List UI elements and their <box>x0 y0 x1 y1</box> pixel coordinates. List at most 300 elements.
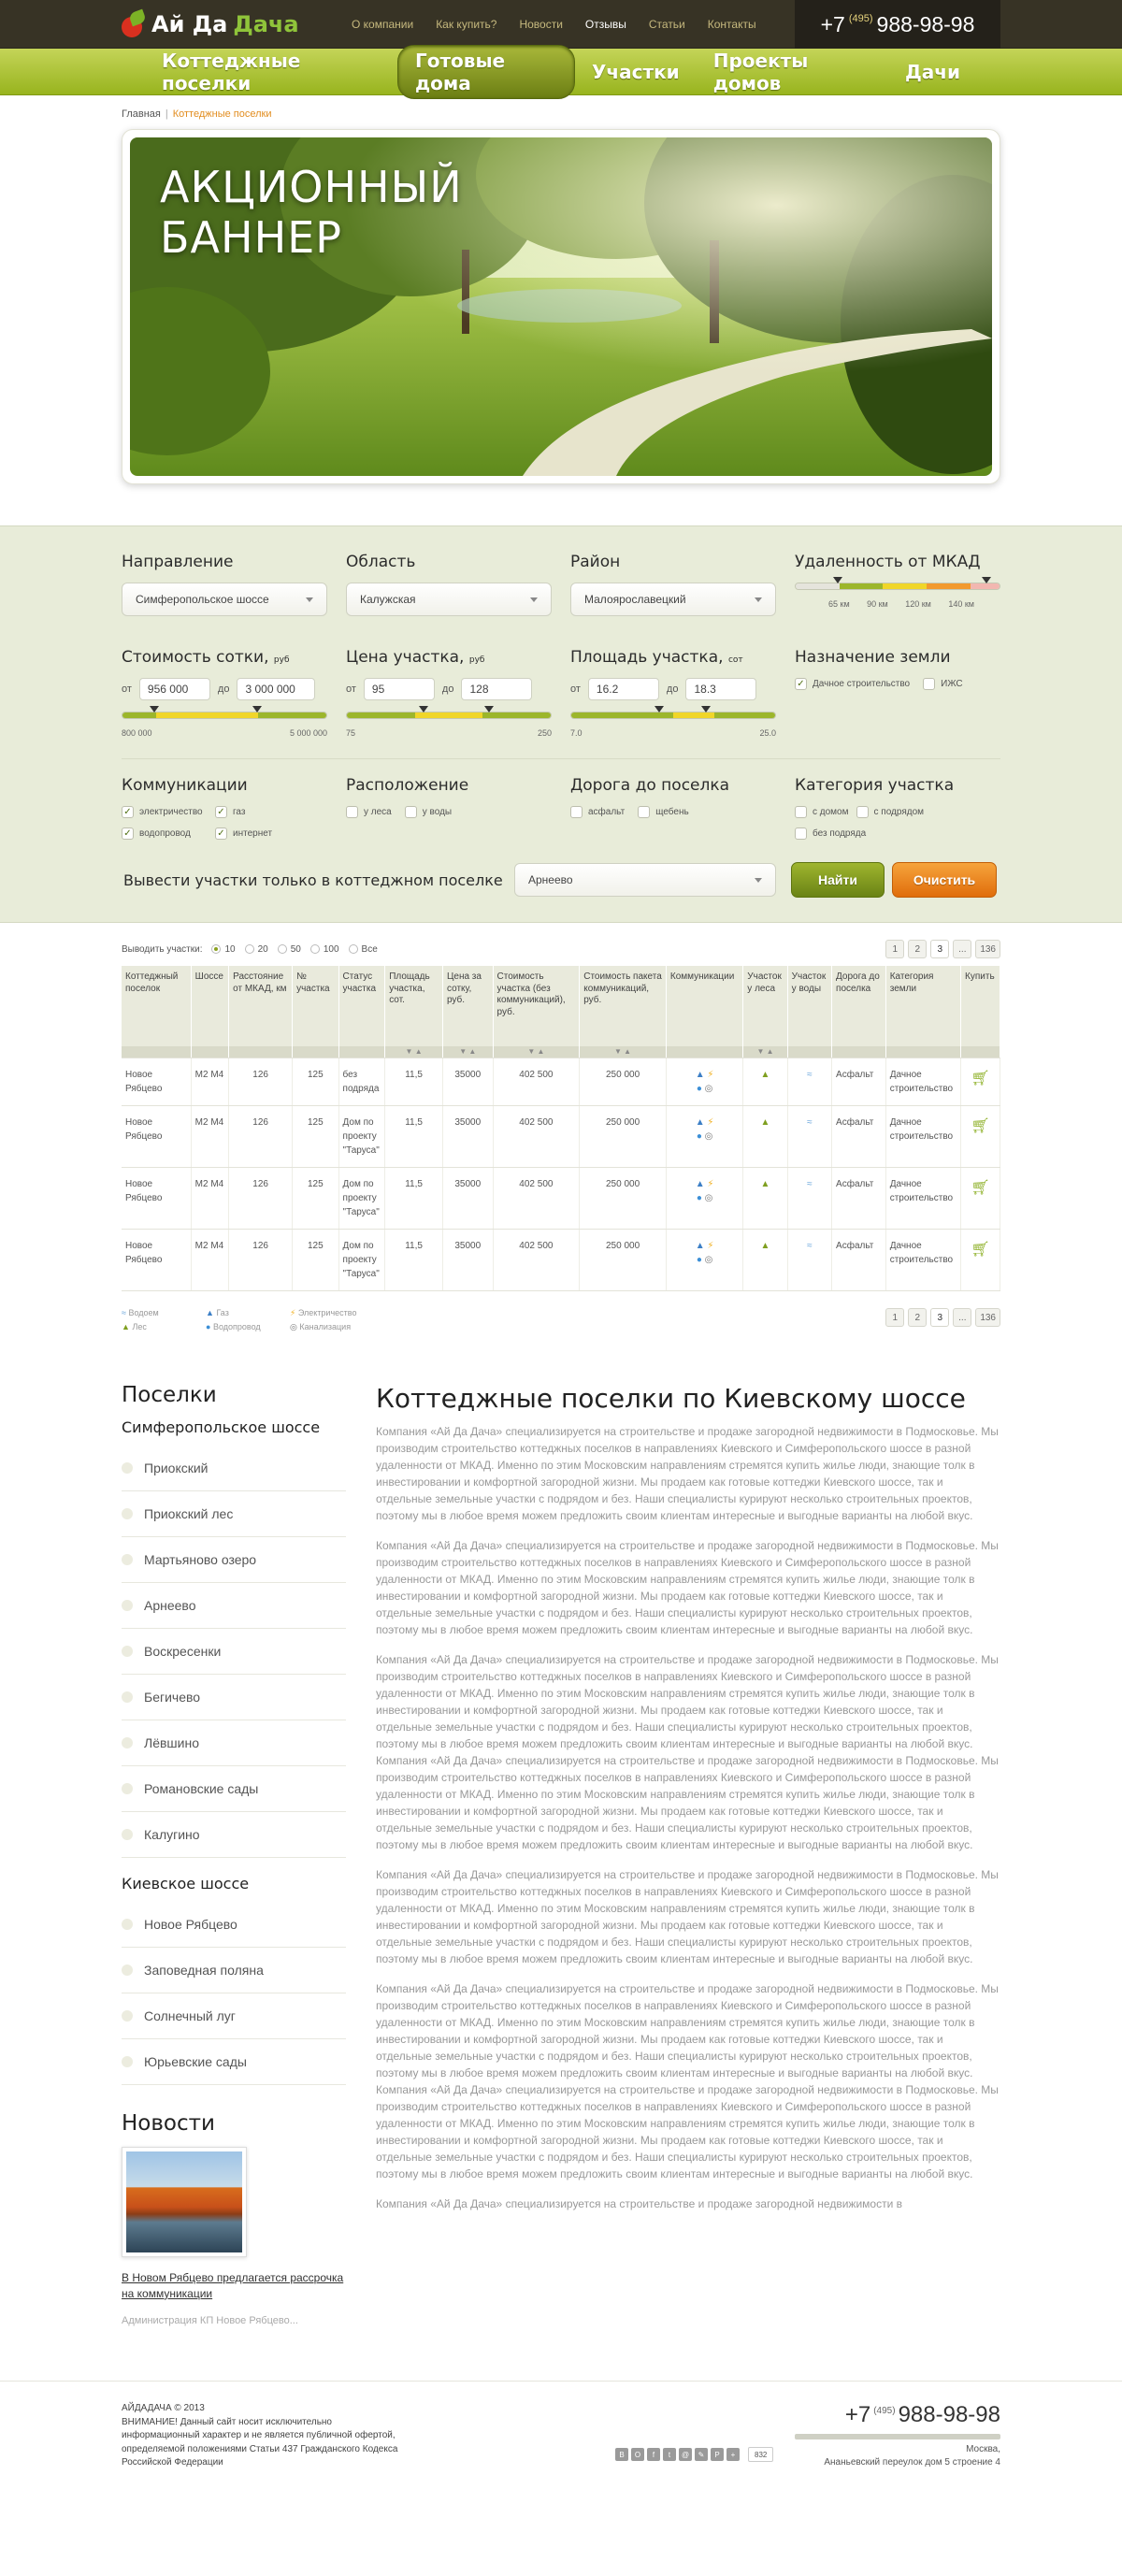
news-title: Новости <box>122 2111 215 2136</box>
twitter-icon[interactable]: t <box>663 2448 676 2461</box>
col-forest[interactable]: Участок у леса <box>743 966 787 1046</box>
footer-city: Москва, <box>966 2444 1000 2455</box>
header-phone <box>795 0 1000 49</box>
cell-area: 11,5 <box>385 1106 443 1168</box>
footer-divider <box>795 2434 1000 2439</box>
autumn-forest-image <box>126 2151 242 2252</box>
page-2[interactable]: 2 <box>908 940 927 958</box>
radio-icon <box>245 944 254 954</box>
category-no-contract-checkbox[interactable] <box>795 827 866 840</box>
table-row[interactable] <box>122 1168 1000 1230</box>
legend-forest-label: Лес <box>132 1322 147 1331</box>
livejournal-icon[interactable]: ✎ <box>695 2448 708 2461</box>
water-drop-icon: ● <box>696 1193 702 1203</box>
bullet-icon <box>122 2010 133 2022</box>
sidebar-village-label: Заповедная поляна <box>144 1963 264 1978</box>
road-label: Дорога до поселка <box>570 776 730 795</box>
logo-text-1: Ай Да <box>151 11 228 37</box>
sort-arrows-icon[interactable]: ▼ ▲ <box>442 1046 493 1058</box>
footer-contacts <box>795 2402 1000 2470</box>
location-water-label: у воды <box>422 807 453 817</box>
cell-highway: М2 М4 <box>191 1230 228 1291</box>
cell-comm-price: 250 000 <box>580 1106 667 1168</box>
plot-area-max: 25.0 <box>759 728 776 738</box>
sidebar-village-label: Арнеево <box>144 1598 196 1613</box>
show-10-radio[interactable] <box>211 944 235 955</box>
cell-area: 11,5 <box>385 1230 443 1291</box>
distance-slider[interactable] <box>795 583 1000 596</box>
sidebar-village-item[interactable] <box>122 1812 346 1858</box>
sotka-from-label: от <box>122 684 132 695</box>
footer-address: Ананьевский переулок дом 5 строение 4 <box>824 2457 1000 2468</box>
water-drop-icon: ● <box>696 1084 702 1094</box>
road-asphalt-checkbox[interactable] <box>570 806 625 818</box>
checkbox-icon <box>638 806 650 818</box>
distance-handle-max[interactable] <box>982 577 991 583</box>
col-area[interactable]: Площадь участка, сот. <box>385 966 443 1046</box>
sotka-handle-max[interactable] <box>252 706 262 712</box>
sidebar-group-2-title: Киевское шоссе <box>122 1875 250 1892</box>
show-50-radio[interactable] <box>278 944 301 955</box>
district-value: Малоярославецкий <box>584 593 686 606</box>
distance-handle-min[interactable] <box>833 577 842 583</box>
top-nav-how-to-buy[interactable]: Как купить? <box>436 18 497 31</box>
facebook-icon[interactable]: f <box>647 2448 660 2461</box>
sidebar-village-item[interactable] <box>122 1766 346 1812</box>
breadcrumb <box>122 95 1000 129</box>
news-image[interactable] <box>122 2147 247 2257</box>
col-category[interactable]: Категория земли <box>885 966 960 1046</box>
plot-price-max: 250 <box>537 728 552 738</box>
gas-icon: ▲ <box>206 1308 214 1317</box>
plot-area-slider[interactable] <box>570 712 776 725</box>
cart-icon[interactable]: 🛒︎ <box>971 1118 990 1134</box>
gas-icon: ▲ <box>695 1241 705 1251</box>
top-nav-news[interactable]: Новости <box>519 18 563 31</box>
checkbox-icon <box>570 806 583 818</box>
col-status[interactable]: Статус участка <box>338 966 385 1046</box>
checkbox-checked-icon: ✓ <box>215 827 227 840</box>
gas-icon: ▲ <box>695 1179 705 1189</box>
legend-water-supply-label: Водопровод <box>212 1322 261 1331</box>
direction-select[interactable] <box>122 583 327 616</box>
water-drop-icon: ● <box>696 1255 702 1265</box>
category-contract-label: с подрядом <box>873 807 925 817</box>
plot-price-label: Цена участка, <box>346 648 465 667</box>
cell-village: Новое Рябцево <box>122 1058 191 1106</box>
comm-electricity-checkbox[interactable] <box>122 806 215 818</box>
find-button[interactable]: Найти <box>791 862 885 898</box>
top-bar <box>0 0 1122 49</box>
checkbox-checked-icon: ✓ <box>795 678 807 690</box>
sidebar-village-label: Солнечный луг <box>144 2008 236 2023</box>
sidebar-village-item[interactable] <box>122 1491 346 1537</box>
purpose-izhs-checkbox[interactable] <box>923 678 963 690</box>
sotka-price-slider[interactable] <box>122 712 327 725</box>
cell-area: 11,5 <box>385 1168 443 1230</box>
lightning-icon: ⚡ <box>707 1117 714 1128</box>
chevron-down-icon <box>306 597 313 602</box>
col-highway[interactable]: Шоссе <box>191 966 228 1046</box>
cell-highway: М2 М4 <box>191 1106 228 1168</box>
bullet-icon <box>122 1554 133 1565</box>
plot-price-slider[interactable] <box>346 712 552 725</box>
village-only-label: Вывести участки только в коттеджном поселке <box>123 871 503 889</box>
cell-distance: 126 <box>229 1106 293 1168</box>
article-paragraph-1: Компания «Ай Да Дача» специализируется на строительстве и продаже загородной недвижимости в Подмосковье. Мы производим строительство коттеджных поселков в направлениях Киевского и Симферопольского шоссе в разной удаленности от МКАД. Именно по этим Московским направлениям стремятся купить жилье люди, знающие толк в инвестировании и комфортной загородной жизни. Мы продаем как готовые коттеджи Киевского шоссе, так и отдельные земельные участки с подрядом и без. Наши специалисты курируют несколько строительных проектов, поэтому мы в любое время можем предложить своим клиентам интересные и выгодные варианты на любой вкус. <box>376 1425 999 1522</box>
cell-road: Асфальт <box>832 1058 886 1106</box>
sidebar-village-item[interactable] <box>122 2039 346 2085</box>
cell-category: Дачное строительство <box>885 1106 960 1168</box>
category-house-label: с домом <box>813 807 849 817</box>
show-count-label: Выводить участки: <box>122 943 203 955</box>
distance-track <box>795 583 1000 590</box>
comm-water-checkbox[interactable] <box>122 827 215 840</box>
legend-pond-label: Водоем <box>128 1308 159 1317</box>
chevron-down-icon <box>755 878 762 883</box>
checkbox-checked-icon: ✓ <box>122 827 134 840</box>
table-row[interactable] <box>122 1106 1000 1168</box>
region-select[interactable] <box>346 583 552 616</box>
breadcrumb-separator: | <box>165 108 168 120</box>
col-number[interactable]: № участка <box>293 966 338 1046</box>
cart-icon[interactable]: 🛒︎ <box>971 1071 990 1087</box>
cell-forest <box>743 1168 787 1230</box>
sidebar-village-label: Калугино <box>144 1827 200 1842</box>
tree-icon: ▲ <box>122 1322 130 1331</box>
show-all-radio[interactable] <box>349 944 378 955</box>
results-toolbar <box>122 940 1000 958</box>
plot-price-from-input[interactable]: 95 <box>364 678 435 700</box>
sidebar-village-item[interactable] <box>122 1948 346 1993</box>
plus-icon[interactable]: + <box>726 2448 740 2461</box>
tree-icon: ▲ <box>760 1179 770 1189</box>
road-gravel-checkbox[interactable] <box>638 806 688 818</box>
sidebar-village-label: Мартьяново озеро <box>144 1552 257 1567</box>
cell-village: Новое Рябцево <box>122 1106 191 1168</box>
article-paragraph-3: Компания «Ай Да Дача» специализируется на строительстве и продаже загородной недвижимости в Подмосковье. Мы производим строительство коттеджных поселков в направлениях Киевского и Симферопольского шоссе в разной удаленности от МКАД. Именно по этим Московским направлениям стремятся купить жилье люди, знающие толк в инвестировании и комфортной загородной жизни. Мы продаем как готовые коттеджи Киевского шоссе, так и отдельные земельные участки с подрядом и без. Наши специалисты курируют несколько строительных проектов, поэтому мы в любое время можем предложить своим клиентам интересные и выгодные варианты на любой вкус. <box>376 1653 999 1750</box>
sewer-icon: ◎ <box>704 1255 713 1265</box>
logo-text-2: Дача <box>233 11 299 37</box>
water-drop-icon: ● <box>696 1131 702 1142</box>
cart-icon[interactable]: 🛒︎ <box>971 1180 990 1196</box>
sort-arrows-icon[interactable]: ▼ ▲ <box>743 1046 787 1058</box>
cell-price-per: 35000 <box>442 1230 493 1291</box>
sotka-price-unit: руб <box>273 655 290 665</box>
page-3[interactable]: 3 <box>930 1308 949 1327</box>
page-last[interactable]: 136 <box>975 1308 1000 1327</box>
purpose-izhs-label: ИЖС <box>941 679 963 689</box>
sidebar-village-label: Юрьевские сады <box>144 2054 247 2069</box>
sidebar-title: Поселки <box>122 1383 217 1407</box>
social-share <box>615 2439 773 2470</box>
sidebar-village-item[interactable] <box>122 1629 346 1675</box>
table-row[interactable] <box>122 1230 1000 1291</box>
plot-area-unit: сот <box>727 655 743 665</box>
lightning-icon: ⚡ <box>290 1308 296 1317</box>
pagination-bottom <box>885 1308 1000 1327</box>
main-nav-dachas[interactable]: Дачи <box>904 61 960 83</box>
cell-price: 402 500 <box>493 1168 580 1230</box>
cell-buy <box>961 1058 1000 1106</box>
bullet-icon <box>122 2056 133 2067</box>
tree-icon: ▲ <box>760 1241 770 1251</box>
show-all-label: Все <box>361 943 378 955</box>
sidebar-village-item[interactable] <box>122 1902 346 1948</box>
page-3[interactable]: 3 <box>930 940 949 958</box>
gas-icon: ▲ <box>695 1070 705 1080</box>
cell-water <box>787 1058 831 1106</box>
cell-road: Асфальт <box>832 1168 886 1230</box>
distance-tick-3: 120 км <box>905 599 931 609</box>
sidebar-village-item[interactable] <box>122 1537 346 1583</box>
col-water[interactable]: Участок у воды <box>787 966 831 1046</box>
sidebar <box>122 1383 346 2328</box>
results-table <box>122 966 1000 1291</box>
cell-buy <box>961 1230 1000 1291</box>
cell-number: 125 <box>293 1168 338 1230</box>
show-20-label: 20 <box>257 943 268 955</box>
col-price[interactable]: Стоимость участка (без коммуникаций), руб. <box>493 966 580 1046</box>
page-1[interactable]: 1 <box>885 940 904 958</box>
news-link[interactable]: В Новом Рябцево предлагается рассрочка на коммуникации <box>122 2271 344 2300</box>
cell-number: 125 <box>293 1058 338 1106</box>
location-forest-label: у леса <box>364 807 392 817</box>
col-communications[interactable]: Коммуникации <box>666 966 742 1046</box>
sidebar-village-label: Воскресенки <box>144 1644 222 1659</box>
village-select[interactable] <box>514 863 776 897</box>
legend-pond <box>122 1308 206 1318</box>
cell-number: 125 <box>293 1230 338 1291</box>
cell-distance: 126 <box>229 1058 293 1106</box>
copyright: АЙДАДАЧА © 2013 <box>122 2403 205 2414</box>
article-paragraph-4: Компания «Ай Да Дача» специализируется на строительстве и продаже загородной недвижимости в Подмосковье. Мы производим строительство коттеджных поселков в направлениях Киевского и Симферопольского шоссе в разной удаленности от МКАД. Именно по этим Московским направлениям стремятся купить жилье люди, знающие толк в инвестировании и комфортной загородной жизни. Мы продаем как готовые коттеджи Киевского шоссе, так и отдельные земельные участки с подрядом и без. Наши специалисты курируют несколько строительных проектов, поэтому мы в любое время можем предложить своим клиентам интересные и выгодные варианты на любой вкус. <box>376 1754 999 1851</box>
phone-number: 988-98-98 <box>876 11 975 36</box>
direction-value: Симферопольское шоссе <box>136 593 269 606</box>
sidebar-village-item[interactable] <box>122 1583 346 1629</box>
sotka-handle-min[interactable] <box>150 706 159 712</box>
pond-icon: ≈ <box>807 1241 813 1251</box>
share-count: 832 <box>748 2447 773 2462</box>
category-contract-checkbox[interactable] <box>856 806 925 818</box>
promo-banner[interactable] <box>122 129 1000 484</box>
radio-selected-icon <box>211 944 221 954</box>
sidebar-village-item[interactable] <box>122 1675 346 1720</box>
gas-icon: ▲ <box>695 1117 705 1128</box>
sidebar-village-item[interactable] <box>122 1446 346 1491</box>
sidebar-village-item[interactable] <box>122 1720 346 1766</box>
sidebar-group-1 <box>122 1446 346 1858</box>
plot-area-handle-max[interactable] <box>701 706 711 712</box>
main-nav-ready-houses[interactable]: Готовые дома <box>397 45 575 99</box>
cell-water <box>787 1230 831 1291</box>
plot-area-to-input[interactable]: 18.3 <box>685 678 756 700</box>
col-comm-price[interactable]: Стоимость пакета коммуникаций, руб. <box>580 966 667 1046</box>
cell-price-per: 35000 <box>442 1058 493 1106</box>
location-forest-checkbox[interactable] <box>346 806 392 818</box>
cell-road: Асфальт <box>832 1230 886 1291</box>
cell-price: 402 500 <box>493 1230 580 1291</box>
direction-label: Направление <box>122 553 234 571</box>
sidebar-village-label: Приокский лес <box>144 1506 234 1521</box>
sort-arrows-icon[interactable]: ▼ ▲ <box>385 1046 443 1058</box>
sort-arrows-icon[interactable]: ▼ ▲ <box>580 1046 667 1058</box>
plot-price-unit: руб <box>468 655 485 665</box>
road-asphalt-label: асфальт <box>588 807 626 817</box>
show-20-radio[interactable] <box>245 944 268 955</box>
plot-area-label: Площадь участка, <box>570 648 724 667</box>
cell-communications <box>666 1230 742 1291</box>
sidebar-village-item[interactable] <box>122 1993 346 2039</box>
legend-sewerage <box>290 1322 402 1332</box>
banner-title-line-2: БАННЕР <box>160 212 343 263</box>
pond-icon: ≈ <box>122 1308 126 1317</box>
sotka-price-to-input[interactable]: 3 000 000 <box>237 678 315 700</box>
plot-area-handle-min[interactable] <box>654 706 664 712</box>
top-nav-articles[interactable]: Статьи <box>648 18 685 31</box>
mail-icon[interactable]: @ <box>679 2448 692 2461</box>
radio-icon <box>278 944 287 954</box>
cell-distance: 126 <box>229 1230 293 1291</box>
top-nav-reviews[interactable]: Отзывы <box>584 18 626 31</box>
page-2[interactable]: 2 <box>908 1308 927 1327</box>
page-ellipsis: ... <box>953 1308 971 1327</box>
search-filter <box>0 525 1122 923</box>
water-drop-icon: ● <box>206 1322 211 1331</box>
cell-highway: М2 М4 <box>191 1058 228 1106</box>
category-label: Категория участка <box>795 776 955 795</box>
category-no-contract-label: без подряда <box>813 828 867 839</box>
cell-forest <box>743 1058 787 1106</box>
news-block <box>122 2111 346 2328</box>
cell-number: 125 <box>293 1106 338 1168</box>
cell-comm-price: 250 000 <box>580 1230 667 1291</box>
bullet-icon <box>122 1646 133 1657</box>
plot-area-min: 7.0 <box>570 728 583 738</box>
col-road[interactable]: Дорога до поселка <box>832 966 886 1046</box>
top-nav <box>352 18 756 31</box>
sewer-icon: ◎ <box>704 1193 713 1203</box>
breadcrumb-current: Коттеджные поселки <box>172 108 272 120</box>
pagination-top <box>885 940 1000 958</box>
bullet-icon <box>122 1462 133 1474</box>
sidebar-village-label: Лёвшино <box>144 1735 199 1750</box>
radio-icon <box>310 944 320 954</box>
page-1[interactable]: 1 <box>885 1308 904 1327</box>
cell-category: Дачное строительство <box>885 1168 960 1230</box>
main-nav-villages[interactable]: Коттеджные поселки <box>162 50 301 94</box>
col-price-per[interactable]: Цена за сотку, руб. <box>442 966 493 1046</box>
cell-water <box>787 1106 831 1168</box>
comm-gas-label: газ <box>233 807 246 817</box>
odnoklassniki-icon[interactable]: О <box>631 2448 644 2461</box>
cell-communications <box>666 1168 742 1230</box>
legend-electricity <box>290 1308 402 1318</box>
pinterest-icon[interactable]: P <box>711 2448 724 2461</box>
lightning-icon: ⚡ <box>707 1179 714 1189</box>
main-nav-house-projects[interactable]: Проекты домов <box>712 50 809 94</box>
sort-arrows-icon[interactable]: ▼ ▲ <box>493 1046 580 1058</box>
bullet-icon <box>122 1964 133 1976</box>
vk-icon[interactable]: В <box>615 2448 628 2461</box>
plot-price-from-label: от <box>346 684 356 695</box>
col-village[interactable]: Коттеджный поселок <box>122 966 191 1046</box>
main-nav-plots[interactable]: Участки <box>592 61 680 83</box>
comm-water-label: водопровод <box>139 828 191 839</box>
plot-price-to-input[interactable]: 128 <box>461 678 532 700</box>
plot-price-to-label: до <box>441 684 454 695</box>
plot-area-to-label: до <box>666 684 679 695</box>
plot-area-from-input[interactable]: 16.2 <box>588 678 659 700</box>
cell-category: Дачное строительство <box>885 1058 960 1106</box>
checkbox-icon <box>346 806 358 818</box>
lightning-icon: ⚡ <box>707 1241 714 1251</box>
pond-icon: ≈ <box>807 1117 813 1128</box>
plot-price-handle-min[interactable] <box>419 706 428 712</box>
article-paragraph-7: Компания «Ай Да Дача» специализируется на строительстве и продаже загородной недвижимости в Подмосковье. Мы производим строительство коттеджных поселков в направлениях Киевского и Симферопольского шоссе в разной удаленности от МКАД. Именно по этим Московским направлениям стремятся купить жилье люди, знающие толк в инвестировании и комфортной загородной жизни. Мы продаем как готовые коттеджи Киевского шоссе, так и отдельные земельные участки с подрядом и без. Наши специалисты курируют несколько строительных проектов, поэтому мы в любое время можем предложить своим клиентам интересные и выгодные варианты на любой вкус. <box>376 2083 999 2180</box>
comm-internet-checkbox[interactable] <box>215 827 272 840</box>
breadcrumb-home[interactable]: Главная <box>122 108 161 120</box>
plot-price-handle-max[interactable] <box>484 706 494 712</box>
region-value: Калужская <box>360 593 416 606</box>
article-title: Коттеджные поселки по Киевскому шоссе <box>376 1383 966 1414</box>
top-nav-contacts[interactable]: Контакты <box>707 18 756 31</box>
sotka-price-from-input[interactable]: 956 000 <box>139 678 210 700</box>
location-water-checkbox[interactable] <box>405 806 452 818</box>
bullet-icon <box>122 1691 133 1703</box>
cell-area: 11,5 <box>385 1058 443 1106</box>
sidebar-village-label: Приокский <box>144 1461 209 1475</box>
cell-forest <box>743 1230 787 1291</box>
cell-road: Асфальт <box>832 1106 886 1168</box>
cell-comm-price: 250 000 <box>580 1168 667 1230</box>
cell-village: Новое Рябцево <box>122 1230 191 1291</box>
site-logo[interactable] <box>122 9 344 39</box>
banner-title <box>160 162 463 263</box>
table-row[interactable] <box>122 1058 1000 1106</box>
sidebar-group-2 <box>122 1902 346 2085</box>
location-label: Расположение <box>346 776 469 795</box>
show-100-label: 100 <box>323 943 339 955</box>
pond-icon: ≈ <box>807 1179 813 1189</box>
news-excerpt: Администрация КП Новое Рябцево... <box>122 2314 298 2326</box>
show-100-radio[interactable] <box>310 944 339 955</box>
region-label: Область <box>346 553 416 571</box>
footer <box>0 2381 1122 2485</box>
logo-icon <box>122 9 148 39</box>
top-nav-about[interactable]: О компании <box>352 18 414 31</box>
clear-button[interactable]: Очистить <box>892 862 997 898</box>
bullet-icon <box>122 1737 133 1749</box>
banner-title-line-1: АКЦИОННЫЙ <box>160 162 463 212</box>
page-last[interactable]: 136 <box>975 940 1000 958</box>
cell-status: Дом по проекту "Таруса" <box>338 1106 385 1168</box>
main-nav <box>0 49 1122 95</box>
article-paragraph-2: Компания «Ай Да Дача» специализируется на строительстве и продаже загородной недвижимости в Подмосковье. Мы производим строительство коттеджных поселков в направлениях Киевского и Симферопольского шоссе в разной удаленности от МКАД. Именно по этим Московским направлениям стремятся купить жилье люди, знающие толк в инвестировании и комфортной загородной жизни. Мы продаем как готовые коттеджи Киевского шоссе, так и отдельные земельные участки с подрядом и без. Наши специалисты курируют несколько строительных проектов, поэтому мы в любое время можем предложить своим клиентам интересные и выгодные варианты на любой вкус. <box>376 1539 999 1636</box>
district-select[interactable] <box>570 583 776 616</box>
comm-gas-checkbox[interactable] <box>215 806 245 818</box>
article <box>376 1383 1000 2328</box>
col-distance[interactable]: Расстояние от МКАД, км <box>229 966 293 1046</box>
communications-label: Коммуникации <box>122 776 248 795</box>
phone-prefix: +7 <box>820 11 845 36</box>
cell-category: Дачное строительство <box>885 1230 960 1291</box>
purpose-dacha-checkbox[interactable] <box>795 678 910 690</box>
sotka-max: 5 000 000 <box>289 728 327 738</box>
category-house-checkbox[interactable] <box>795 806 849 818</box>
cart-icon[interactable]: 🛒︎ <box>971 1242 990 1258</box>
disclaimer: ВНИМАНИЕ! Данный сайт носит исключительно информационный характер и не является публичной офертой, определяемой положениями Статьи 437 Гражданского Кодекса Российской Федерации <box>122 2416 398 2468</box>
